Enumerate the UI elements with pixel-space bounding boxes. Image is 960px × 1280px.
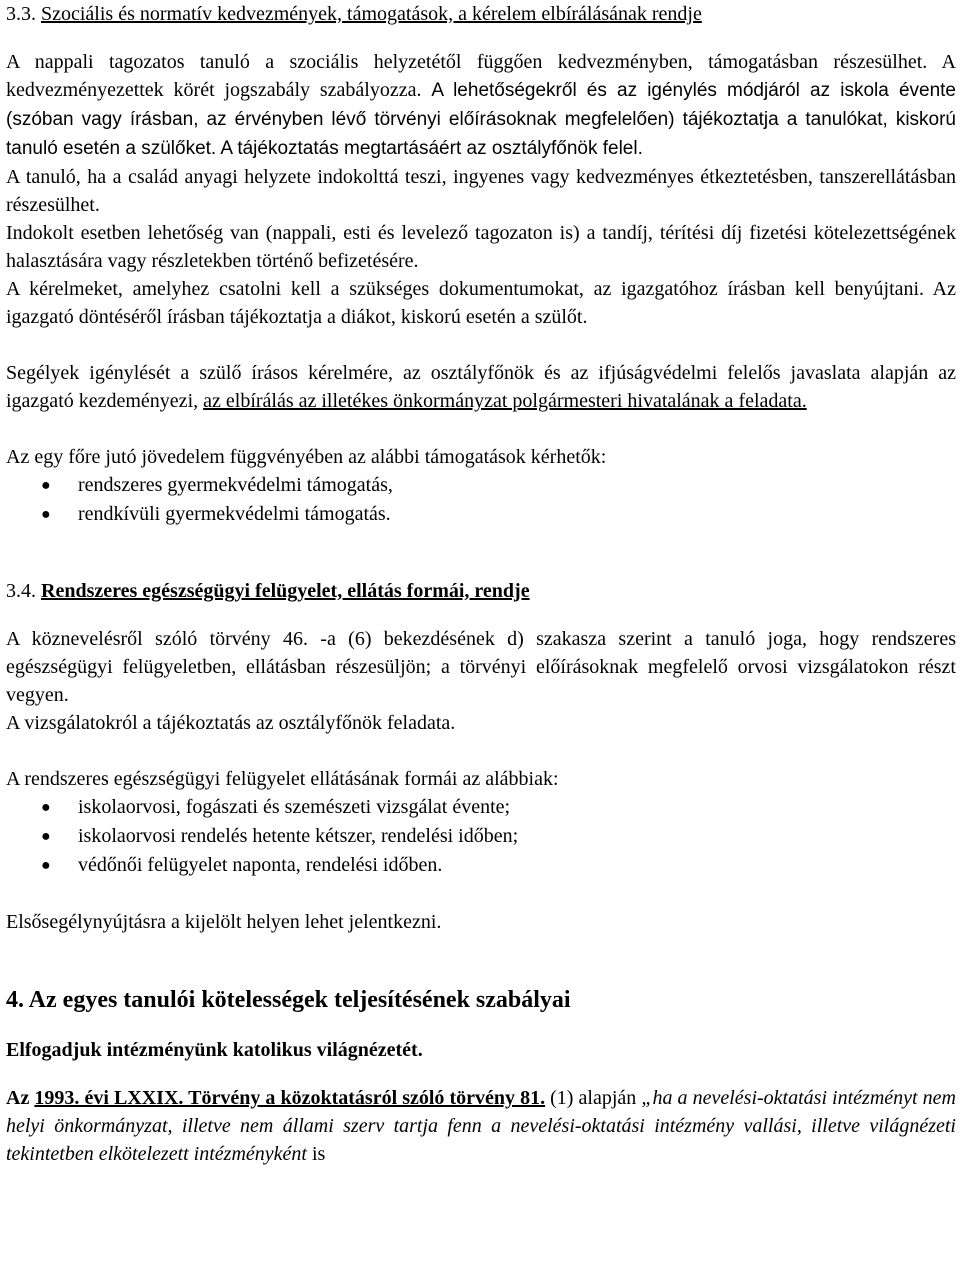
list-item: ● iskolaorvosi rendelés hetente kétszer, rendelési időben; (6, 822, 956, 851)
section-number: 3.3. (6, 3, 36, 25)
law-paragraph: Az 1993. évi LXXIX. Törvény a közoktatásról szóló törvény 81. (1) alapján „ha a nevelési-oktatási intézményt nem helyi önkormányzat, illetve nem állami szerv tartja fenn a nevelési-oktatási intézmény vallási, illetve világnézeti tekintetben elkötelezett intézményként is (6, 1087, 956, 1165)
bullet-icon: ● (41, 799, 51, 816)
bullet-icon: ● (41, 506, 51, 523)
bullet-icon: ● (41, 828, 51, 845)
list-item: ● védőnői felügyelet naponta, rendelési időben. (6, 851, 956, 880)
section-number: 3.4. (6, 580, 36, 602)
list-item: ● rendkívüli gyermekvédelmi támogatás. (6, 500, 956, 529)
law-quote: „ha a nevelési-oktatási intézményt nem helyi önkormányzat, illetve nem állami szerv tartja fenn a nevelési-oktatási intézmény vallási, illetve világnézeti tekintetben elkötelezett intézményként (6, 1087, 956, 1165)
bullet-icon: ● (41, 857, 51, 874)
paragraph: A nappali tagozatos tanuló a szociális helyzetétől függően kedvezményben, támogatásban részesülhet. A kedvezményezettek körét jogszabály szabályozza. A lehetőségekről és az igénylés módjáról az iskola évente (szóban vagy írásban, az érvényben lévő törvényi előírásoknak megfelelően) tájékoztatja a tanulókat, kiskorú tanuló esetén a szülőket. A tájékoztatás megtartásáért az osztályfőnök felel. (6, 51, 956, 159)
bullet-list (6, 471, 956, 529)
section-title: Rendszeres egészségügyi felügyelet, ellátás formái, rendje (41, 580, 530, 602)
paragraph: A vizsgálatokról a tájékoztatás az osztályfőnök feladata. (6, 712, 456, 734)
section-3-4-heading (6, 577, 956, 605)
paragraph: A kérelmeket, amelyhez csatolni kell a szükséges dokumentumokat, az igazgatóhoz írásban kell benyújtani. Az igazgató döntéséről írásban tájékoztatja a diákot, kiskorú esetén a szülőt. (6, 278, 956, 328)
bullet-list (6, 793, 956, 880)
paragraph: Elsősegélynyújtásra a kijelölt helyen lehet jelentkezni. (6, 911, 442, 933)
section-3-3-heading (6, 0, 956, 28)
paragraph: Az egy főre jutó jövedelem függvényében az alábbi támogatások kérhetők: (6, 446, 607, 468)
paragraph: Segélyek igénylését a szülő írásos kérelmére, az osztályfőnök és az ifjúságvédelmi felelős javaslata alapján az igazgató kezdeményezi, az elbírálás az illetékes önkormányzat polgármesteri hivatalának a feladata. (6, 362, 956, 412)
document-page (6, 0, 956, 1168)
paragraph: A tanuló, ha a család anyagi helyzete indokolttá teszi, ingyenes vagy kedvezményes étkeztetésben, tanszerellátásban részesülhet. (6, 166, 956, 216)
paragraph: A rendszeres egészségügyi felügyelet ellátásának formái az alábbiak: (6, 768, 559, 790)
law-reference: 1993. évi LXXIX. Törvény a közoktatásról szóló törvény 81. (34, 1087, 546, 1109)
list-item: ● iskolaorvosi, fogászati és szemészeti vizsgálat évente; (6, 793, 956, 822)
paragraph: A köznevelésről szóló törvény 46. -a (6) bekezdésének d) szakasza szerint a tanuló joga, hogy rendszeres egészségügyi felügyeletben, ellátásban részesüljön; a törvényi előírásoknak megfelelő orvosi vizsgálatokon részt vegyen. (6, 628, 956, 706)
paragraph: Indokolt esetben lehetőség van (nappali, esti és levelező tagozaton is) a tandíj, térítési díj fizetési kötelezettségének halasztására vagy részletekben történő befizetésére. (6, 222, 956, 272)
section-title: Szociális és normatív kedvezmények, támogatások, a kérelem elbírálásának rendje (41, 3, 702, 25)
bold-statement: Elfogadjuk intézményünk katolikus világnézetét. (6, 1039, 423, 1061)
chapter-4-heading: 4. Az egyes tanulói kötelességek teljesítésének szabályai (6, 987, 571, 1013)
list-item: ● rendszeres gyermekvédelmi támogatás, (6, 471, 956, 500)
bullet-icon: ● (41, 477, 51, 494)
